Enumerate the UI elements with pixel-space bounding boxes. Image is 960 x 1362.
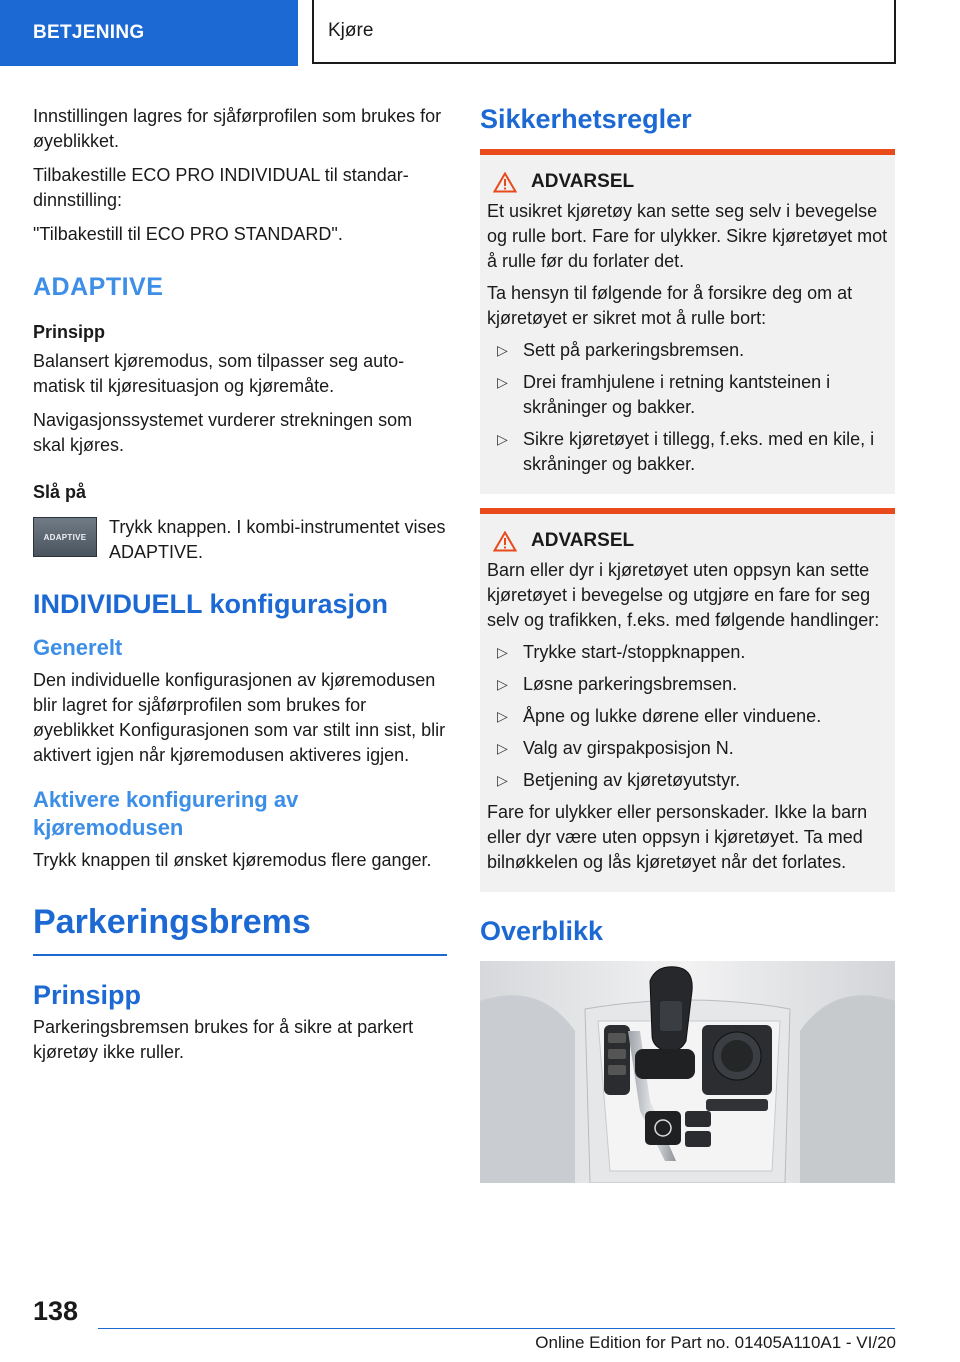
overview-heading: Overblikk xyxy=(480,916,604,946)
triangle-bullet-icon: ▷ xyxy=(497,644,508,660)
triangle-bullet-icon: ▷ xyxy=(497,708,508,724)
center-console-illustration xyxy=(480,961,895,1183)
intro-paragraph: "Tilbakestill til ECO PRO STANDARD". xyxy=(33,224,343,244)
list-item: ▷ Drei framhjulene i retning kantsteinen i skråninger og bakker. xyxy=(497,372,831,417)
warning-title-text: ADVARSEL xyxy=(531,530,635,551)
activate-config-text: Trykk knappen til ønsket kjøremodus flere ganger. xyxy=(33,850,432,870)
intro-paragraph: Innstillingen lagres for sjåførprofilen som brukes for øyeblikket. xyxy=(33,106,442,151)
adaptive-principle-text: Balansert kjøremodus, som tilpasser seg automatisk til kjøresituasjon og kjøremåte. xyxy=(33,351,405,396)
warning-text: Ta hensyn til følgende for å forsikre deg om at kjøretøyet er sikret mot å rulle bort: xyxy=(487,283,853,328)
adaptive-principle-heading: Prinsipp xyxy=(33,322,106,342)
list-item: ▷ Sett på parkeringsbremsen. xyxy=(487,338,888,363)
triangle-bullet-icon: ▷ xyxy=(497,740,508,756)
warning-triangle-icon xyxy=(493,172,517,193)
triangle-bullet-icon: ▷ xyxy=(497,374,508,390)
safety-rules-heading: Sikkerhetsregler xyxy=(480,104,692,134)
warning-text: Barn eller dyr i kjøretøyet uten oppsyn kan sette kjøretøyet i bevegelse og utgjøre en fare for seg selv og trafikken, f.eks. med følgende handlinger: xyxy=(487,560,880,630)
center-console-photo xyxy=(480,961,895,1183)
general-text: Den individuelle konfigurasjonen av kjøremodusen blir lagret for sjåførprofilen som brukes for øyeblikket Konfigurasjonen som var stilt inn sist, blir aktivert igjen når kjøremodusen aktiveres igjen. xyxy=(33,670,446,765)
page-number: 138 xyxy=(33,1296,79,1326)
warning-list xyxy=(487,640,888,793)
warning-box xyxy=(480,508,895,892)
footer-divider xyxy=(98,1328,895,1329)
page-header xyxy=(0,0,960,66)
adaptive-button-row xyxy=(33,515,447,565)
triangle-bullet-icon: ▷ xyxy=(497,431,508,447)
warning-title xyxy=(487,530,888,552)
list-item: ▷ Løsne parkeringsbremsen. xyxy=(487,672,888,697)
intro-paragraph: Tilbakestille ECO PRO INDIVIDUAL til standardinnstilling: xyxy=(33,165,409,210)
section-label: BETJENING xyxy=(0,0,298,66)
parking-principle-text: Parkeringsbremsen brukes for å sikre at parkert kjøretøy ikke ruller. xyxy=(33,1017,414,1062)
triangle-bullet-icon: ▷ xyxy=(497,342,508,358)
right-column xyxy=(480,104,895,1183)
warning-closing-text: Fare for ulykker eller personskader. Ikke la barn eller dyr være uten oppsyn i kjøretøyet. Ta med bilnøkkelen og lås kjøretøyet når det forlates. xyxy=(487,802,868,872)
adaptive-principle-text: Navigasjonssystemet vurderer strekningen som skal kjøres. xyxy=(33,410,413,455)
parking-brake-chapter-heading: Parkeringsbrems xyxy=(33,903,447,956)
warning-text: Et usikret kjøretøy kan sette seg selv i bevegelse og rulle bort. Fare for ulykker. Sikre kjøretøyet mot å rulle før du forlater det. xyxy=(487,201,888,271)
list-item: ▷ Valg av girspakposisjon N. xyxy=(487,736,888,761)
triangle-bullet-icon: ▷ xyxy=(497,676,508,692)
footer-edition: Online Edition for Part no. 01405A110A1 - VI/20 xyxy=(535,1333,896,1352)
left-column xyxy=(33,104,447,1074)
list-item: ▷ Trykke start-/stoppknappen. xyxy=(487,640,888,665)
list-item: ▷ Betjening av kjøretøyutstyr. xyxy=(487,768,888,793)
warning-title xyxy=(487,171,888,193)
warning-list xyxy=(487,338,888,477)
triangle-bullet-icon: ▷ xyxy=(497,772,508,788)
warning-title-text: ADVARSEL xyxy=(531,171,635,192)
warning-triangle-icon xyxy=(493,531,517,552)
general-heading: Generelt xyxy=(33,635,123,660)
activate-config-heading: Aktivere konfigurering av kjøremodusen xyxy=(33,787,299,840)
adaptive-button-image: ADAPTIVE xyxy=(33,517,97,557)
individual-heading: INDIVIDUELL konfigurasjon xyxy=(33,589,389,619)
switch-on-text: Trykk knappen. I kombi-instrumentet vises ADAPTIVE. xyxy=(109,517,446,562)
warning-box xyxy=(480,149,895,494)
adaptive-heading: ADAPTIVE xyxy=(33,273,164,301)
list-item: ▷ Sikre kjøretøyet i tillegg, f.eks. med en kile, i skråninger og bakker. xyxy=(497,429,875,474)
parking-principle-heading: Prinsipp xyxy=(33,980,142,1010)
topic-label: Kjøre xyxy=(312,0,896,64)
switch-on-heading: Slå på xyxy=(33,482,87,502)
list-item: ▷ Åpne og lukke dørene eller vinduene. xyxy=(487,704,888,729)
